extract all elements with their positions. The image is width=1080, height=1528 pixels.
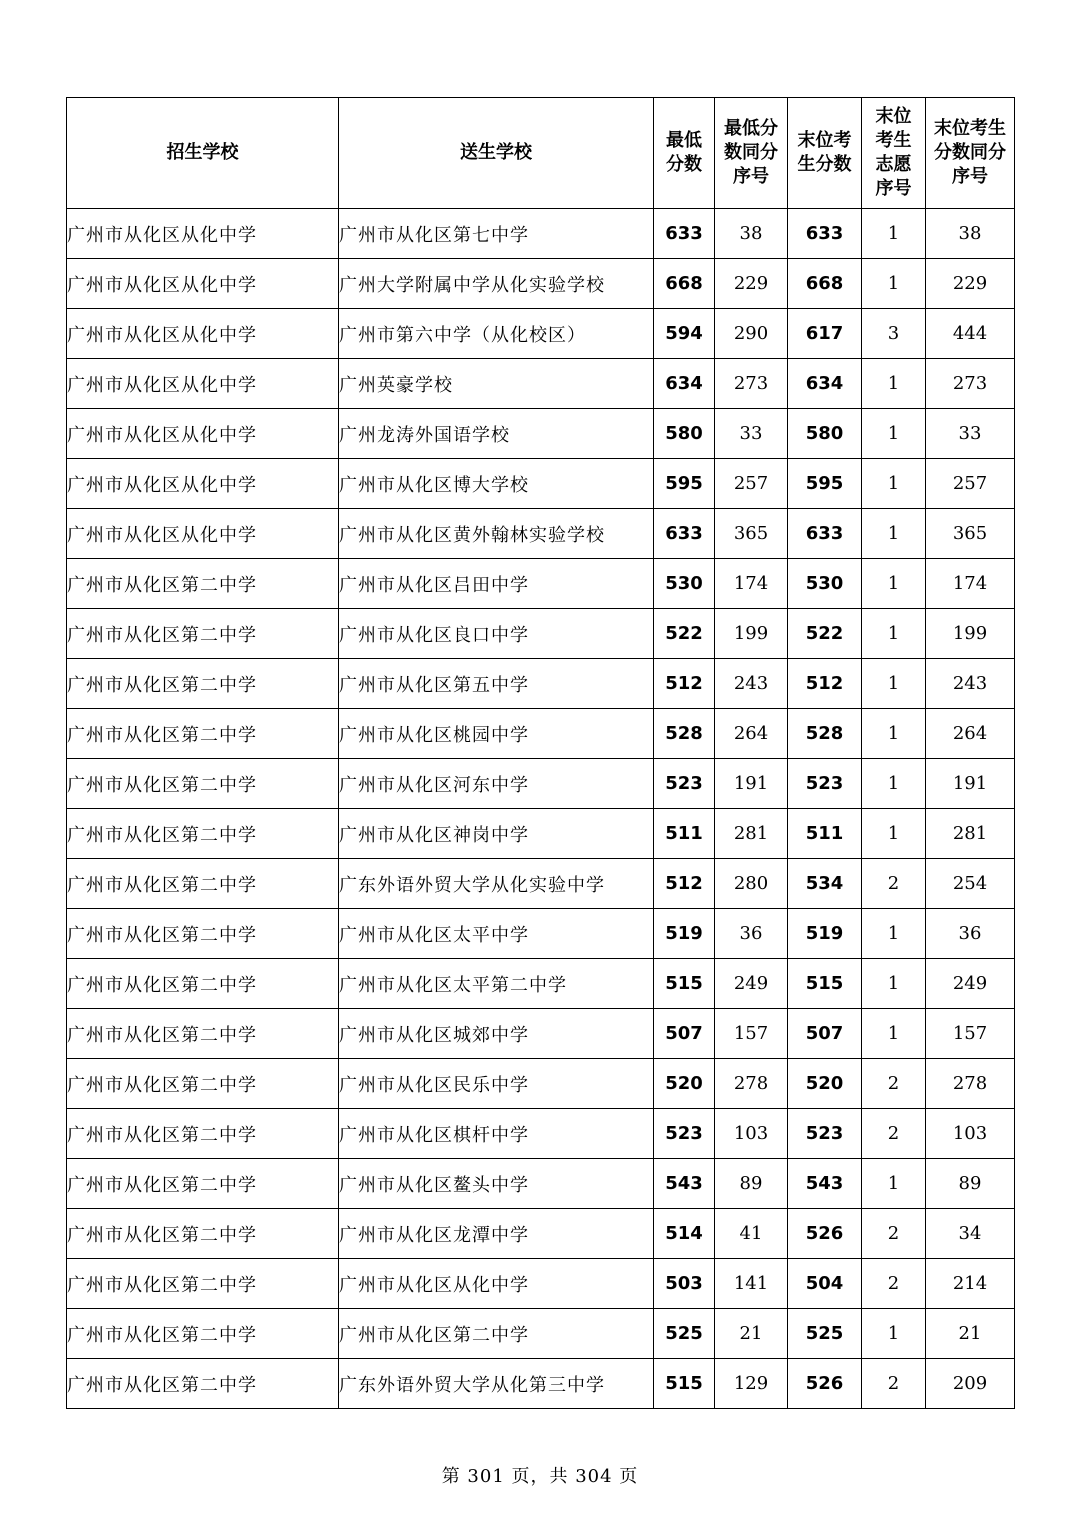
- cell-last-score-tie-rank: 281: [926, 809, 1015, 859]
- table-row: [67, 809, 1015, 859]
- cell-last-score-tie-rank: 229: [926, 259, 1015, 309]
- cell-admitting-school: 广州市从化区第二中学: [67, 1059, 339, 1109]
- table-row: [67, 859, 1015, 909]
- cell-admitting-school: 广州市从化区第二中学: [67, 1109, 339, 1159]
- table-row: [67, 409, 1015, 459]
- cell-min-score: 515: [654, 1359, 715, 1409]
- cell-admitting-school: 广州市从化区第二中学: [67, 609, 339, 659]
- cell-last-preference-rank: 1: [862, 959, 926, 1009]
- cell-admitting-school: 广州市从化区第二中学: [67, 1009, 339, 1059]
- cell-last-score-tie-rank: 191: [926, 759, 1015, 809]
- cell-last-score: 633: [788, 509, 862, 559]
- cell-min-score-tie-rank: 365: [715, 509, 788, 559]
- cell-last-preference-rank: 2: [862, 1359, 926, 1409]
- cell-min-score-tie-rank: 243: [715, 659, 788, 709]
- cell-min-score-tie-rank: 280: [715, 859, 788, 909]
- cell-last-score-tie-rank: 36: [926, 909, 1015, 959]
- cell-last-preference-rank: 2: [862, 1209, 926, 1259]
- cell-last-score: 534: [788, 859, 862, 909]
- table-row: [67, 659, 1015, 709]
- header-admitting-school: 招生学校: [67, 98, 339, 209]
- cell-min-score: 523: [654, 1109, 715, 1159]
- cell-last-score-tie-rank: 365: [926, 509, 1015, 559]
- cell-min-score-tie-rank: 157: [715, 1009, 788, 1059]
- cell-last-score-tie-rank: 174: [926, 559, 1015, 609]
- cell-min-score-tie-rank: 199: [715, 609, 788, 659]
- cell-sending-school: 广州市从化区吕田中学: [339, 559, 654, 609]
- cell-admitting-school: 广州市从化区第二中学: [67, 809, 339, 859]
- cell-sending-school: 广州市从化区从化中学: [339, 1259, 654, 1309]
- cell-sending-school: 广州市第六中学（从化校区）: [339, 309, 654, 359]
- cell-min-score-tie-rank: 264: [715, 709, 788, 759]
- cell-last-preference-rank: 1: [862, 409, 926, 459]
- cell-min-score-tie-rank: 249: [715, 959, 788, 1009]
- cell-min-score: 523: [654, 759, 715, 809]
- cell-last-preference-rank: 1: [862, 809, 926, 859]
- cell-min-score: 580: [654, 409, 715, 459]
- cell-min-score: 633: [654, 209, 715, 259]
- cell-admitting-school: 广州市从化区第二中学: [67, 659, 339, 709]
- cell-last-score-tie-rank: 199: [926, 609, 1015, 659]
- table-row: [67, 209, 1015, 259]
- cell-admitting-school: 广州市从化区从化中学: [67, 209, 339, 259]
- table-row: [67, 609, 1015, 659]
- cell-last-preference-rank: 1: [862, 709, 926, 759]
- cell-last-score-tie-rank: 21: [926, 1309, 1015, 1359]
- cell-admitting-school: 广州市从化区第二中学: [67, 759, 339, 809]
- cell-sending-school: 广州市从化区太平第二中学: [339, 959, 654, 1009]
- cell-admitting-school: 广州市从化区第二中学: [67, 1159, 339, 1209]
- cell-min-score: 543: [654, 1159, 715, 1209]
- cell-last-score-tie-rank: 273: [926, 359, 1015, 409]
- cell-min-score-tie-rank: 33: [715, 409, 788, 459]
- cell-last-score: 580: [788, 409, 862, 459]
- cell-min-score-tie-rank: 103: [715, 1109, 788, 1159]
- cell-min-score: 515: [654, 959, 715, 1009]
- cell-min-score-tie-rank: 141: [715, 1259, 788, 1309]
- cell-last-preference-rank: 1: [862, 659, 926, 709]
- cell-sending-school: 广州英豪学校: [339, 359, 654, 409]
- cell-last-score-tie-rank: 254: [926, 859, 1015, 909]
- cell-admitting-school: 广州市从化区第二中学: [67, 1309, 339, 1359]
- cell-last-score-tie-rank: 157: [926, 1009, 1015, 1059]
- cell-admitting-school: 广州市从化区第二中学: [67, 559, 339, 609]
- cell-min-score: 514: [654, 1209, 715, 1259]
- cell-last-score: 515: [788, 959, 862, 1009]
- cell-admitting-school: 广州市从化区从化中学: [67, 509, 339, 559]
- cell-sending-school: 广州大学附属中学从化实验学校: [339, 259, 654, 309]
- cell-last-score: 633: [788, 209, 862, 259]
- cell-last-score-tie-rank: 264: [926, 709, 1015, 759]
- cell-min-score: 528: [654, 709, 715, 759]
- cell-min-score-tie-rank: 278: [715, 1059, 788, 1109]
- cell-last-preference-rank: 1: [862, 209, 926, 259]
- cell-last-score: 522: [788, 609, 862, 659]
- cell-admitting-school: 广州市从化区第二中学: [67, 859, 339, 909]
- cell-last-score: 507: [788, 1009, 862, 1059]
- cell-last-score: 504: [788, 1259, 862, 1309]
- cell-min-score: 511: [654, 809, 715, 859]
- cell-min-score: 503: [654, 1259, 715, 1309]
- cell-admitting-school: 广州市从化区第二中学: [67, 1209, 339, 1259]
- table-row: [67, 1059, 1015, 1109]
- header-last-preference-rank: 末位考生志愿序号: [862, 98, 926, 209]
- cell-last-score: 519: [788, 909, 862, 959]
- cell-sending-school: 广州市从化区民乐中学: [339, 1059, 654, 1109]
- cell-sending-school: 广州市从化区第二中学: [339, 1309, 654, 1359]
- table-row: [67, 1309, 1015, 1359]
- cell-admitting-school: 广州市从化区第二中学: [67, 909, 339, 959]
- table-row: [67, 1359, 1015, 1409]
- cell-last-preference-rank: 1: [862, 259, 926, 309]
- cell-last-score: 523: [788, 1109, 862, 1159]
- cell-last-score: 543: [788, 1159, 862, 1209]
- cell-sending-school: 广州市从化区博大学校: [339, 459, 654, 509]
- table-row: [67, 509, 1015, 559]
- table-row: [67, 1109, 1015, 1159]
- cell-sending-school: 广州市从化区河东中学: [339, 759, 654, 809]
- cell-min-score-tie-rank: 38: [715, 209, 788, 259]
- table-row: [67, 459, 1015, 509]
- cell-last-score: 634: [788, 359, 862, 409]
- table-header-row: [67, 98, 1015, 209]
- cell-min-score-tie-rank: 273: [715, 359, 788, 409]
- cell-sending-school: 广州市从化区太平中学: [339, 909, 654, 959]
- cell-min-score-tie-rank: 290: [715, 309, 788, 359]
- cell-last-score-tie-rank: 38: [926, 209, 1015, 259]
- cell-sending-school: 广州市从化区棋杆中学: [339, 1109, 654, 1159]
- cell-last-preference-rank: 3: [862, 309, 926, 359]
- cell-last-score: 668: [788, 259, 862, 309]
- cell-admitting-school: 广州市从化区第二中学: [67, 1259, 339, 1309]
- cell-sending-school: 广州市从化区鳌头中学: [339, 1159, 654, 1209]
- cell-last-score-tie-rank: 34: [926, 1209, 1015, 1259]
- cell-last-score-tie-rank: 33: [926, 409, 1015, 459]
- cell-min-score-tie-rank: 36: [715, 909, 788, 959]
- cell-sending-school: 广州市从化区桃园中学: [339, 709, 654, 759]
- cell-min-score: 634: [654, 359, 715, 409]
- cell-sending-school: 广州市从化区第五中学: [339, 659, 654, 709]
- cell-admitting-school: 广州市从化区从化中学: [67, 259, 339, 309]
- header-last-score: 末位考生分数: [788, 98, 862, 209]
- admission-results-table: [66, 97, 1015, 1409]
- cell-last-preference-rank: 1: [862, 559, 926, 609]
- cell-last-score: 528: [788, 709, 862, 759]
- table-row: [67, 1259, 1015, 1309]
- cell-min-score: 520: [654, 1059, 715, 1109]
- table-body: [67, 209, 1015, 1409]
- cell-sending-school: 广州市从化区黄外翰林实验学校: [339, 509, 654, 559]
- cell-min-score: 525: [654, 1309, 715, 1359]
- cell-last-score: 512: [788, 659, 862, 709]
- page-footer: 第 301 页，共 304 页: [441, 1466, 639, 1487]
- cell-last-score: 523: [788, 759, 862, 809]
- cell-last-score-tie-rank: 444: [926, 309, 1015, 359]
- table-row: [67, 559, 1015, 609]
- cell-last-score-tie-rank: 278: [926, 1059, 1015, 1109]
- header-last-score-tie-rank: 末位考生分数同分序号: [926, 98, 1015, 209]
- cell-last-score: 526: [788, 1359, 862, 1409]
- table-row: [67, 909, 1015, 959]
- cell-last-preference-rank: 1: [862, 1309, 926, 1359]
- cell-min-score: 507: [654, 1009, 715, 1059]
- cell-last-score: 595: [788, 459, 862, 509]
- cell-min-score: 512: [654, 659, 715, 709]
- cell-min-score: 633: [654, 509, 715, 559]
- table-row: [67, 709, 1015, 759]
- cell-sending-school: 广州市从化区龙潭中学: [339, 1209, 654, 1259]
- cell-last-score-tie-rank: 209: [926, 1359, 1015, 1409]
- cell-sending-school: 广州市从化区神岗中学: [339, 809, 654, 859]
- header-min-score: 最低分数: [654, 98, 715, 209]
- cell-min-score: 512: [654, 859, 715, 909]
- table-row: [67, 1159, 1015, 1209]
- cell-last-preference-rank: 2: [862, 1259, 926, 1309]
- cell-min-score: 522: [654, 609, 715, 659]
- cell-min-score-tie-rank: 41: [715, 1209, 788, 1259]
- cell-admitting-school: 广州市从化区从化中学: [67, 459, 339, 509]
- cell-sending-school: 广州市从化区第七中学: [339, 209, 654, 259]
- table-row: [67, 259, 1015, 309]
- table-row: [67, 359, 1015, 409]
- cell-min-score-tie-rank: 89: [715, 1159, 788, 1209]
- cell-min-score-tie-rank: 174: [715, 559, 788, 609]
- table-row: [67, 759, 1015, 809]
- cell-last-score-tie-rank: 257: [926, 459, 1015, 509]
- cell-sending-school: 广州市从化区良口中学: [339, 609, 654, 659]
- table-row: [67, 959, 1015, 1009]
- cell-sending-school: 广州龙涛外国语学校: [339, 409, 654, 459]
- cell-last-preference-rank: 2: [862, 859, 926, 909]
- cell-min-score: 594: [654, 309, 715, 359]
- cell-min-score-tie-rank: 257: [715, 459, 788, 509]
- cell-last-preference-rank: 2: [862, 1059, 926, 1109]
- header-sending-school: 送生学校: [339, 98, 654, 209]
- cell-min-score-tie-rank: 21: [715, 1309, 788, 1359]
- table-row: [67, 309, 1015, 359]
- cell-sending-school: 广东外语外贸大学从化实验中学: [339, 859, 654, 909]
- cell-last-score: 617: [788, 309, 862, 359]
- cell-last-preference-rank: 1: [862, 1159, 926, 1209]
- cell-min-score-tie-rank: 129: [715, 1359, 788, 1409]
- cell-admitting-school: 广州市从化区第二中学: [67, 1359, 339, 1409]
- cell-last-score-tie-rank: 243: [926, 659, 1015, 709]
- cell-last-score-tie-rank: 214: [926, 1259, 1015, 1309]
- cell-admitting-school: 广州市从化区第二中学: [67, 709, 339, 759]
- cell-last-preference-rank: 1: [862, 359, 926, 409]
- header-min-score-tie-rank: 最低分数同分序号: [715, 98, 788, 209]
- cell-min-score: 519: [654, 909, 715, 959]
- cell-last-score: 530: [788, 559, 862, 609]
- cell-last-preference-rank: 1: [862, 909, 926, 959]
- cell-admitting-school: 广州市从化区从化中学: [67, 409, 339, 459]
- cell-min-score-tie-rank: 191: [715, 759, 788, 809]
- cell-last-score: 526: [788, 1209, 862, 1259]
- table-row: [67, 1209, 1015, 1259]
- cell-last-score: 511: [788, 809, 862, 859]
- cell-admitting-school: 广州市从化区从化中学: [67, 359, 339, 409]
- cell-last-score-tie-rank: 103: [926, 1109, 1015, 1159]
- cell-last-preference-rank: 1: [862, 509, 926, 559]
- cell-last-preference-rank: 2: [862, 1109, 926, 1159]
- cell-min-score: 530: [654, 559, 715, 609]
- cell-sending-school: 广州市从化区城郊中学: [339, 1009, 654, 1059]
- cell-admitting-school: 广州市从化区从化中学: [67, 309, 339, 359]
- cell-last-score-tie-rank: 249: [926, 959, 1015, 1009]
- cell-last-score: 520: [788, 1059, 862, 1109]
- cell-last-preference-rank: 1: [862, 759, 926, 809]
- cell-sending-school: 广东外语外贸大学从化第三中学: [339, 1359, 654, 1409]
- cell-admitting-school: 广州市从化区第二中学: [67, 959, 339, 1009]
- table-row: [67, 1009, 1015, 1059]
- cell-min-score-tie-rank: 281: [715, 809, 788, 859]
- cell-min-score: 668: [654, 259, 715, 309]
- cell-min-score-tie-rank: 229: [715, 259, 788, 309]
- cell-last-preference-rank: 1: [862, 609, 926, 659]
- cell-last-score-tie-rank: 89: [926, 1159, 1015, 1209]
- cell-min-score: 595: [654, 459, 715, 509]
- cell-last-preference-rank: 1: [862, 1009, 926, 1059]
- cell-last-preference-rank: 1: [862, 459, 926, 509]
- cell-last-score: 525: [788, 1309, 862, 1359]
